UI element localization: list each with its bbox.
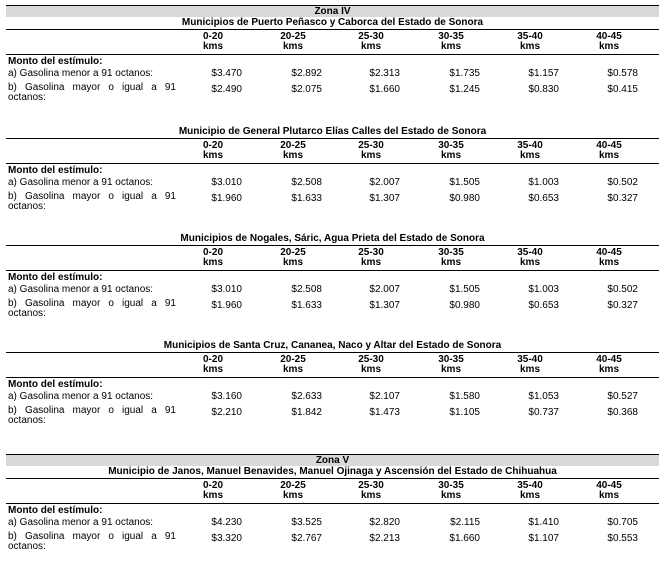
column-header <box>579 355 639 375</box>
value-cell-a: $1.003 <box>528 177 559 188</box>
column-header <box>579 32 639 52</box>
column-unit: kms <box>598 41 619 52</box>
column-unit: kms <box>519 364 540 375</box>
row-b-word: b) <box>8 191 17 202</box>
row-b-word: o <box>108 405 114 416</box>
value-cell-a: $3.160 <box>211 391 242 402</box>
column-header <box>183 141 243 161</box>
column-header <box>421 141 481 161</box>
column-unit: kms <box>519 41 540 52</box>
value-cell-b: $1.307 <box>369 300 400 311</box>
column-range: 35-40 <box>517 140 543 151</box>
row-a-label: a) Gasolina menor a 91 octanos: <box>8 68 154 79</box>
value-cell-a: $1.580 <box>449 391 480 402</box>
column-range: 35-40 <box>517 31 543 42</box>
row-b-word: a <box>151 191 157 202</box>
column-range: 20-25 <box>280 140 306 151</box>
column-range: 25-30 <box>358 31 384 42</box>
value-cell-b: $0.327 <box>607 193 638 204</box>
row-b-word: Gasolina <box>24 191 65 202</box>
row-b-word: igual <box>121 405 144 416</box>
column-unit: kms <box>519 257 540 268</box>
monto-label: Monto del estímulo: <box>8 379 103 390</box>
value-cell-a: $2.892 <box>291 68 322 79</box>
column-header <box>579 481 639 501</box>
column-header <box>183 248 243 268</box>
row-b-word: Gasolina <box>24 82 65 93</box>
row-b-label-line2: octanos: <box>8 201 46 212</box>
value-cell-b: $0.737 <box>528 407 559 418</box>
column-range: 30-35 <box>438 31 464 42</box>
row-b-word: a <box>151 405 157 416</box>
value-cell-a: $3.010 <box>211 284 242 295</box>
rule-line <box>6 245 659 246</box>
column-range: 0-20 <box>202 354 223 365</box>
value-cell-a: $2.007 <box>369 284 400 295</box>
column-range: 20-25 <box>280 480 306 491</box>
value-cell-a: $1.505 <box>449 284 480 295</box>
column-header <box>263 32 323 52</box>
column-unit: kms <box>282 257 303 268</box>
value-cell-a: $1.505 <box>449 177 480 188</box>
column-unit: kms <box>360 41 381 52</box>
row-b-word: igual <box>121 82 144 93</box>
value-cell-b: $0.415 <box>607 84 638 95</box>
column-header <box>263 481 323 501</box>
value-cell-b: $2.075 <box>291 84 322 95</box>
column-header <box>183 355 243 375</box>
value-cell-a: $3.010 <box>211 177 242 188</box>
column-range: 0-20 <box>202 247 223 258</box>
rule-line <box>6 270 659 271</box>
column-unit: kms <box>360 257 381 268</box>
column-range: 20-25 <box>280 31 306 42</box>
column-unit: kms <box>282 364 303 375</box>
value-cell-b: $1.105 <box>449 407 480 418</box>
value-cell-b: $1.633 <box>291 300 322 311</box>
column-range: 20-25 <box>280 354 306 365</box>
row-b-word: mayor <box>72 405 101 416</box>
row-b-label-line2: octanos: <box>8 541 46 552</box>
column-unit: kms <box>282 150 303 161</box>
zone-header: Zona IV <box>6 5 659 17</box>
value-cell-a: $0.705 <box>607 517 638 528</box>
column-unit: kms <box>598 257 619 268</box>
column-header <box>341 248 401 268</box>
column-header <box>500 32 560 52</box>
value-cell-a: $2.313 <box>369 68 400 79</box>
column-unit: kms <box>440 150 461 161</box>
rule-line <box>6 377 659 378</box>
column-unit: kms <box>598 490 619 501</box>
value-cell-b: $0.327 <box>607 300 638 311</box>
column-range: 35-40 <box>517 354 543 365</box>
section-title: Municipios de Santa Cruz, Cananea, Naco y Altar del Estado de Sonora <box>163 340 502 351</box>
row-b-word: mayor <box>72 531 101 542</box>
column-unit: kms <box>360 490 381 501</box>
column-range: 40-45 <box>596 31 622 42</box>
value-cell-b: $1.245 <box>449 84 480 95</box>
monto-label: Monto del estímulo: <box>8 165 103 176</box>
column-range: 25-30 <box>358 354 384 365</box>
column-header <box>263 355 323 375</box>
column-unit: kms <box>440 490 461 501</box>
value-cell-b: $2.490 <box>211 84 242 95</box>
column-header <box>263 248 323 268</box>
column-header <box>579 248 639 268</box>
row-a-label: a) Gasolina menor a 91 octanos: <box>8 517 154 528</box>
value-cell-b: $1.107 <box>528 533 559 544</box>
column-unit: kms <box>519 490 540 501</box>
section-title: Municipios de Puerto Peñasco y Caborca del Estado de Sonora <box>181 17 484 28</box>
row-b-word: a <box>151 531 157 542</box>
row-b-word: 91 <box>164 191 176 202</box>
column-unit: kms <box>202 364 223 375</box>
column-range: 0-20 <box>202 480 223 491</box>
column-range: 0-20 <box>202 31 223 42</box>
column-unit: kms <box>282 41 303 52</box>
rule-line <box>6 29 659 30</box>
row-b-word: b) <box>8 82 17 93</box>
row-b-word: b) <box>8 405 17 416</box>
column-unit: kms <box>519 150 540 161</box>
column-header <box>341 141 401 161</box>
rule-line <box>6 138 659 139</box>
value-cell-a: $3.525 <box>291 517 322 528</box>
value-cell-b: $2.767 <box>291 533 322 544</box>
column-range: 30-35 <box>438 247 464 258</box>
value-cell-b: $1.960 <box>211 193 242 204</box>
value-cell-a: $4.230 <box>211 517 242 528</box>
value-cell-a: $2.633 <box>291 391 322 402</box>
column-range: 30-35 <box>438 480 464 491</box>
column-header <box>421 32 481 52</box>
value-cell-b: $1.473 <box>369 407 400 418</box>
row-b-word: 91 <box>164 82 176 93</box>
column-range: 0-20 <box>202 140 223 151</box>
row-b-label <box>8 83 176 103</box>
row-b-word: b) <box>8 298 17 309</box>
row-b-word: mayor <box>72 191 101 202</box>
value-cell-b: $1.660 <box>449 533 480 544</box>
value-cell-b: $1.660 <box>369 84 400 95</box>
column-unit: kms <box>360 364 381 375</box>
column-header <box>183 481 243 501</box>
value-cell-a: $1.003 <box>528 284 559 295</box>
column-range: 20-25 <box>280 247 306 258</box>
column-unit: kms <box>598 364 619 375</box>
section-title: Municipios de Nogales, Sáric, Agua Prieta del Estado de Sonora <box>180 233 485 244</box>
value-cell-a: $0.502 <box>607 284 638 295</box>
value-cell-a: $0.502 <box>607 177 638 188</box>
column-header <box>341 355 401 375</box>
row-b-word: o <box>108 82 114 93</box>
value-cell-a: $1.157 <box>528 68 559 79</box>
value-cell-b: $0.553 <box>607 533 638 544</box>
row-b-label <box>8 406 176 426</box>
column-unit: kms <box>598 150 619 161</box>
section-title: Municipio de General Plutarco Elías Calles del Estado de Sonora <box>178 126 487 137</box>
row-a-label: a) Gasolina menor a 91 octanos: <box>8 284 154 295</box>
value-cell-b: $0.653 <box>528 300 559 311</box>
row-b-label <box>8 192 176 212</box>
column-range: 30-35 <box>438 354 464 365</box>
column-range: 40-45 <box>596 354 622 365</box>
rule-line <box>6 163 659 164</box>
row-b-word: 91 <box>164 405 176 416</box>
column-range: 35-40 <box>517 247 543 258</box>
monto-label: Monto del estímulo: <box>8 272 103 283</box>
rule-line <box>6 503 659 504</box>
column-range: 35-40 <box>517 480 543 491</box>
row-b-word: Gasolina <box>24 298 65 309</box>
column-unit: kms <box>202 150 223 161</box>
column-range: 25-30 <box>358 140 384 151</box>
value-cell-b: $1.633 <box>291 193 322 204</box>
column-unit: kms <box>440 364 461 375</box>
row-b-word: igual <box>121 531 144 542</box>
value-cell-a: $1.735 <box>449 68 480 79</box>
row-b-label-line2: octanos: <box>8 308 46 319</box>
row-a-label: a) Gasolina menor a 91 octanos: <box>8 177 154 188</box>
column-range: 30-35 <box>438 140 464 151</box>
rule-line <box>6 478 659 479</box>
column-header <box>421 355 481 375</box>
column-range: 40-45 <box>596 247 622 258</box>
value-cell-b: $1.960 <box>211 300 242 311</box>
column-unit: kms <box>440 41 461 52</box>
column-header <box>183 32 243 52</box>
row-b-word: o <box>108 531 114 542</box>
column-header <box>263 141 323 161</box>
column-header <box>500 248 560 268</box>
value-cell-b: $2.210 <box>211 407 242 418</box>
value-cell-b: $0.830 <box>528 84 559 95</box>
row-b-word: o <box>108 191 114 202</box>
row-b-word: 91 <box>164 531 176 542</box>
column-header <box>341 32 401 52</box>
row-b-word: Gasolina <box>24 531 65 542</box>
value-cell-b: $0.368 <box>607 407 638 418</box>
value-cell-a: $1.053 <box>528 391 559 402</box>
value-cell-a: $2.107 <box>369 391 400 402</box>
value-cell-a: $0.578 <box>607 68 638 79</box>
rule-line <box>6 352 659 353</box>
column-unit: kms <box>202 41 223 52</box>
column-header <box>579 141 639 161</box>
row-b-label <box>8 532 176 552</box>
column-unit: kms <box>202 257 223 268</box>
column-header <box>500 355 560 375</box>
row-b-word: mayor <box>72 298 101 309</box>
column-unit: kms <box>360 150 381 161</box>
monto-label: Monto del estímulo: <box>8 56 103 67</box>
monto-label: Monto del estímulo: <box>8 505 103 516</box>
row-b-word: igual <box>121 191 144 202</box>
row-b-word: mayor <box>72 82 101 93</box>
column-unit: kms <box>440 257 461 268</box>
value-cell-a: $2.115 <box>450 517 480 528</box>
row-b-label-line2: octanos: <box>8 92 46 103</box>
row-b-word: a <box>151 82 157 93</box>
column-header <box>500 141 560 161</box>
row-b-word: igual <box>121 298 144 309</box>
row-b-word: a <box>151 298 157 309</box>
row-a-label: a) Gasolina menor a 91 octanos: <box>8 391 154 402</box>
value-cell-a: $2.820 <box>369 517 400 528</box>
column-header <box>500 481 560 501</box>
value-cell-a: $3.470 <box>211 68 242 79</box>
value-cell-b: $1.307 <box>369 193 400 204</box>
column-unit: kms <box>282 490 303 501</box>
rule-line <box>6 54 659 55</box>
section-title: Municipio de Janos, Manuel Benavides, Manuel Ojinaga y Ascensión del Estado de Chihuahua <box>108 466 557 477</box>
row-b-word: b) <box>8 531 17 542</box>
column-range: 40-45 <box>596 140 622 151</box>
value-cell-a: $1.410 <box>528 517 559 528</box>
row-b-word: 91 <box>164 298 176 309</box>
row-b-word: o <box>108 298 114 309</box>
value-cell-b: $0.980 <box>449 300 480 311</box>
value-cell-b: $3.320 <box>211 533 242 544</box>
column-header <box>421 481 481 501</box>
column-header <box>341 481 401 501</box>
column-range: 25-30 <box>358 480 384 491</box>
row-b-label-line2: octanos: <box>8 415 46 426</box>
value-cell-b: $1.842 <box>291 407 322 418</box>
column-range: 40-45 <box>596 480 622 491</box>
value-cell-a: $2.007 <box>369 177 400 188</box>
column-range: 25-30 <box>358 247 384 258</box>
column-unit: kms <box>202 490 223 501</box>
value-cell-b: $0.980 <box>449 193 480 204</box>
value-cell-a: $0.527 <box>607 391 638 402</box>
zone-header: Zona V <box>6 454 659 466</box>
row-b-word: Gasolina <box>24 405 65 416</box>
row-b-label <box>8 299 176 319</box>
column-header <box>421 248 481 268</box>
value-cell-b: $0.653 <box>528 193 559 204</box>
value-cell-a: $2.508 <box>291 284 322 295</box>
value-cell-b: $2.213 <box>369 533 400 544</box>
value-cell-a: $2.508 <box>291 177 322 188</box>
